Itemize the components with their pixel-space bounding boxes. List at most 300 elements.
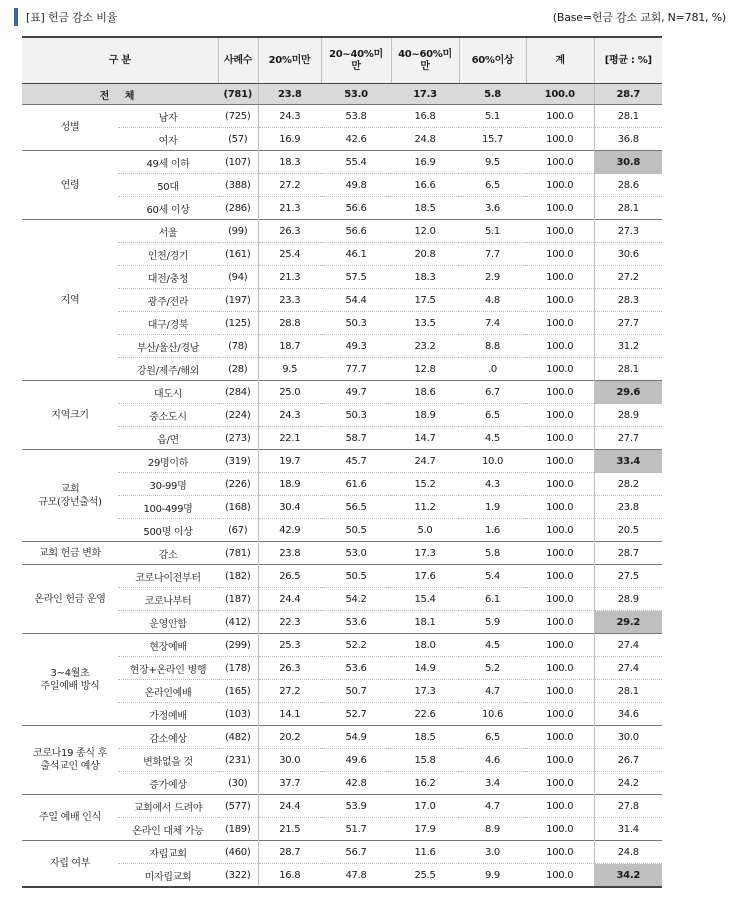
table-caption-bar	[14, 8, 726, 26]
20-40-cell: 42.8	[321, 772, 391, 795]
sample-size-cell: (231)	[218, 749, 258, 772]
60-plus-cell: 7.7	[459, 243, 526, 266]
20-40-cell: 53.6	[321, 657, 391, 680]
row-label: 코로나부터	[118, 588, 218, 611]
sum-cell: 100.0	[526, 197, 594, 220]
average-cell: 34.6	[594, 703, 662, 726]
table-row	[22, 542, 662, 565]
table-row	[22, 450, 662, 473]
20-40-cell: 50.7	[321, 680, 391, 703]
table-row	[22, 427, 662, 450]
20-40-cell: 50.3	[321, 404, 391, 427]
sample-size-cell: (482)	[225, 731, 251, 743]
40-60-cell: 5.0	[391, 519, 459, 542]
group-label-line: 규모(장년출석)	[38, 496, 102, 508]
row-label: 변화없을 것	[118, 749, 218, 772]
40-60-cell: 16.6	[391, 174, 459, 197]
sum-cell: 100.0	[526, 358, 594, 381]
sum-cell: 100.0	[546, 455, 574, 467]
60-plus-cell: 2.9	[459, 266, 526, 289]
row-group	[22, 726, 662, 795]
40-60-cell: 15.4	[391, 588, 459, 611]
group-label-line: 출석교인 예상	[40, 761, 100, 772]
average-cell: 30.6	[594, 243, 662, 266]
sample-size-cell: (322)	[218, 864, 258, 888]
under-20-cell: 22.1	[258, 427, 321, 450]
sum-cell: 100.0	[546, 156, 574, 168]
60-plus-cell: 9.9	[459, 864, 526, 888]
sample-size-cell: (67)	[218, 519, 258, 542]
sample-size-cell: (273)	[218, 427, 258, 450]
under-20-cell: 24.4	[258, 795, 321, 818]
sum-cell: 100.0	[526, 680, 594, 703]
60-plus-cell: 7.4	[459, 312, 526, 335]
under-20-cell: 14.1	[258, 703, 321, 726]
40-60-cell: 23.2	[391, 335, 459, 358]
average-cell: 29.2	[594, 611, 662, 634]
average-cell: 28.9	[594, 588, 662, 611]
caption-accent-mark	[14, 8, 18, 26]
row-label: 500명 이상	[118, 519, 218, 542]
20-40-cell: 49.6	[321, 749, 391, 772]
sample-size-cell: (107)	[225, 156, 251, 168]
row-label: 코로나이전부터	[135, 572, 201, 584]
40-60-cell: 24.8	[391, 128, 459, 151]
20-40-cell: 57.5	[321, 266, 391, 289]
sample-size-cell: (165)	[218, 680, 258, 703]
40-60-cell: 16.2	[391, 772, 459, 795]
40-60-cell: 18.3	[391, 266, 459, 289]
under-20-cell: 37.7	[258, 772, 321, 795]
group-label-line: 코로나19 종식 후	[32, 748, 108, 759]
header-row	[22, 37, 662, 84]
sum-cell: 100.0	[546, 800, 574, 812]
sum-cell: 100.0	[546, 386, 574, 398]
sum-cell: 100.0	[546, 639, 574, 651]
20-40-cell: 53.9	[345, 800, 367, 812]
row-label: 29명이하	[147, 457, 189, 469]
group-label: 자립 여부	[22, 841, 118, 888]
20-40-cell: 51.7	[321, 818, 391, 841]
table-row	[22, 358, 662, 381]
average-cell: 26.7	[594, 749, 662, 772]
60-plus-cell: 6.5	[459, 404, 526, 427]
sample-size-cell: (125)	[218, 312, 258, 335]
20-40-cell: 50.5	[345, 570, 367, 582]
group-label	[22, 726, 118, 795]
sample-size-cell: (103)	[218, 703, 258, 726]
row-group	[22, 381, 662, 450]
average-cell: 30.8	[594, 151, 662, 174]
60-plus-cell: 3.4	[459, 772, 526, 795]
under-20-cell: 18.7	[258, 335, 321, 358]
total-row	[22, 84, 662, 105]
col-header-40-60: 40~60%미만	[391, 37, 459, 84]
60-plus-cell: 10.0	[481, 455, 504, 467]
average-cell: 29.6	[594, 381, 662, 404]
average-cell: 27.3	[594, 220, 662, 243]
sum-cell: 100.0	[526, 243, 594, 266]
group-label	[22, 634, 118, 726]
60-plus-cell: 6.5	[484, 731, 500, 743]
sample-size-cell: (30)	[218, 772, 258, 795]
table-row	[22, 818, 662, 841]
sum-cell: 100.0	[526, 818, 594, 841]
table-row	[22, 841, 662, 864]
sum-cell: 100.0	[546, 570, 574, 582]
40-60-cell: 16.8	[414, 110, 436, 122]
40-60-cell: 13.5	[391, 312, 459, 335]
40-60-cell: 17.3	[414, 547, 436, 559]
row-group	[22, 795, 662, 841]
60-plus-cell: 6.5	[459, 174, 526, 197]
average-cell: 27.2	[594, 266, 662, 289]
row-label: 대도시	[153, 388, 183, 400]
20-40-cell: 53.0	[345, 547, 367, 559]
group-label-line: 주일예배 방식	[40, 680, 100, 692]
20-40-cell: 47.8	[321, 864, 391, 888]
under-20-cell: 24.3	[258, 404, 321, 427]
average-cell: 30.0	[594, 726, 662, 749]
total-average: 28.7	[594, 84, 662, 105]
total-sum: 100.0	[526, 84, 594, 105]
average-cell: 28.1	[594, 358, 662, 381]
total-label: 전 체	[22, 84, 218, 105]
row-label: 읍/면	[118, 427, 218, 450]
total-sample-size: (781)	[218, 84, 258, 105]
under-20-cell: 27.2	[258, 680, 321, 703]
average-cell: 36.8	[594, 128, 662, 151]
row-label: 부산/울산/경남	[118, 335, 218, 358]
row-label: 증가예상	[118, 772, 218, 795]
row-group	[22, 565, 662, 634]
under-20-cell: 20.2	[258, 726, 321, 749]
under-20-cell: 30.4	[258, 496, 321, 519]
sum-cell: 100.0	[526, 473, 594, 496]
row-group	[22, 151, 662, 220]
sample-size-cell: (197)	[218, 289, 258, 312]
under-20-cell: 19.7	[258, 450, 321, 473]
group-label: 지역크기	[22, 381, 118, 450]
row-group	[22, 634, 662, 726]
table-row	[22, 680, 662, 703]
40-60-cell: 17.0	[414, 800, 436, 812]
under-20-cell: 28.7	[258, 841, 321, 864]
sample-size-cell: (286)	[218, 197, 258, 220]
20-40-cell: 50.5	[321, 519, 391, 542]
group-label: 주일 예배 인식	[22, 795, 118, 841]
col-header-under-20: 20%미만	[258, 37, 321, 84]
table-row	[22, 611, 662, 634]
sample-size-cell: (28)	[218, 358, 258, 381]
under-20-cell: 27.2	[258, 174, 321, 197]
group-label-line: 교회	[60, 483, 80, 495]
under-20-cell: 30.0	[258, 749, 321, 772]
col-header-20-40: 20~40%미만	[321, 37, 391, 84]
average-cell: 27.5	[594, 565, 662, 588]
40-60-cell: 15.8	[391, 749, 459, 772]
group-label: 지역	[22, 220, 118, 381]
average-cell: 28.1	[594, 197, 662, 220]
sample-size-cell: (187)	[218, 588, 258, 611]
row-label: 감소예상	[149, 733, 187, 745]
total-40-60: 17.3	[391, 84, 459, 105]
40-60-cell: 18.1	[391, 611, 459, 634]
60-plus-cell: 6.7	[484, 386, 500, 398]
average-cell: 28.7	[594, 542, 662, 565]
20-40-cell: 53.8	[345, 110, 367, 122]
row-group	[22, 542, 662, 565]
sample-size-cell: (412)	[218, 611, 258, 634]
average-cell: 33.4	[594, 450, 662, 473]
20-40-cell: 58.7	[321, 427, 391, 450]
under-20-cell: 25.3	[258, 634, 321, 657]
60-plus-cell: 3.6	[459, 197, 526, 220]
table-row	[22, 289, 662, 312]
40-60-cell: 12.8	[391, 358, 459, 381]
60-plus-cell: 5.9	[459, 611, 526, 634]
average-cell: 28.1	[594, 105, 662, 128]
sample-size-cell: (168)	[218, 496, 258, 519]
table-row	[22, 312, 662, 335]
sum-cell: 100.0	[526, 772, 594, 795]
60-plus-cell: 15.7	[459, 128, 526, 151]
20-40-cell: 49.3	[321, 335, 391, 358]
sum-cell: 100.0	[526, 703, 594, 726]
under-20-cell: 24.4	[258, 588, 321, 611]
table-row	[22, 749, 662, 772]
under-20-cell: 26.5	[258, 565, 321, 588]
row-group	[22, 105, 662, 151]
20-40-cell: 46.1	[321, 243, 391, 266]
row-group	[22, 220, 662, 381]
average-cell: 28.1	[594, 680, 662, 703]
40-60-cell: 18.0	[414, 639, 436, 651]
table-row	[22, 588, 662, 611]
20-40-cell: 54.9	[345, 731, 367, 743]
sum-cell: 100.0	[546, 547, 574, 559]
60-plus-cell: 4.7	[459, 680, 526, 703]
row-label: 대전/충청	[118, 266, 218, 289]
under-20-cell: 23.3	[258, 289, 321, 312]
40-60-cell: 17.3	[391, 680, 459, 703]
row-label: 강원/제주/해외	[118, 358, 218, 381]
sum-cell: 100.0	[526, 427, 594, 450]
60-plus-cell: 10.6	[459, 703, 526, 726]
60-plus-cell: 8.8	[459, 335, 526, 358]
col-header-60-plus: 60%이상	[459, 37, 526, 84]
sample-size-cell: (284)	[225, 386, 251, 398]
under-20-cell: 26.3	[258, 657, 321, 680]
under-20-cell: 26.3	[258, 220, 321, 243]
sample-size-cell: (99)	[228, 225, 248, 237]
under-20-cell: 25.0	[258, 381, 321, 404]
sample-size-cell: (460)	[225, 846, 251, 858]
60-plus-cell: 5.1	[484, 225, 500, 237]
20-40-cell: 77.7	[321, 358, 391, 381]
sample-size-cell: (161)	[218, 243, 258, 266]
60-plus-cell: 8.9	[459, 818, 526, 841]
col-header-category: 구 분	[22, 37, 218, 84]
20-40-cell: 54.4	[321, 289, 391, 312]
average-cell: 27.7	[594, 312, 662, 335]
row-label: 여자	[118, 128, 218, 151]
table-row	[22, 703, 662, 726]
40-60-cell: 14.7	[391, 427, 459, 450]
sample-size-cell: (224)	[218, 404, 258, 427]
sum-cell: 100.0	[546, 846, 574, 858]
total-20-40: 53.0	[321, 84, 391, 105]
row-label: 온라인예배	[118, 680, 218, 703]
sample-size-cell: (388)	[218, 174, 258, 197]
60-plus-cell: 1.9	[459, 496, 526, 519]
row-label: 60세 이상	[118, 197, 218, 220]
40-60-cell: 18.6	[414, 386, 436, 398]
row-label: 중소도시	[118, 404, 218, 427]
row-label: 서울	[158, 227, 178, 239]
row-label: 감소	[158, 549, 178, 561]
40-60-cell: 17.9	[391, 818, 459, 841]
under-20-cell: 18.3	[258, 151, 321, 174]
average-cell: 28.2	[594, 473, 662, 496]
row-label: 30-99명	[118, 473, 218, 496]
table-row	[22, 266, 662, 289]
20-40-cell: 56.6	[345, 225, 367, 237]
table-row	[22, 404, 662, 427]
under-20-cell: 28.8	[258, 312, 321, 335]
under-20-cell: 21.5	[258, 818, 321, 841]
sum-cell: 100.0	[526, 174, 594, 197]
sum-cell: 100.0	[526, 588, 594, 611]
sum-cell: 100.0	[526, 128, 594, 151]
total-under-20: 23.8	[258, 84, 321, 105]
average-cell: 24.8	[594, 841, 662, 864]
20-40-cell: 54.2	[321, 588, 391, 611]
average-cell: 31.4	[594, 818, 662, 841]
col-header-average: [평균 : %]	[594, 37, 662, 84]
20-40-cell: 56.6	[321, 197, 391, 220]
under-20-cell: 21.3	[258, 197, 321, 220]
table-row	[22, 243, 662, 266]
20-40-cell: 55.4	[345, 156, 367, 168]
40-60-cell: 18.5	[414, 731, 436, 743]
40-60-cell: 18.5	[391, 197, 459, 220]
sample-size-cell: (299)	[225, 639, 251, 651]
sum-cell: 100.0	[546, 731, 574, 743]
average-cell: 28.6	[594, 174, 662, 197]
40-60-cell: 17.5	[391, 289, 459, 312]
row-label: 남자	[158, 112, 178, 124]
sum-cell: 100.0	[526, 749, 594, 772]
20-40-cell: 42.6	[321, 128, 391, 151]
sample-size-cell: (78)	[218, 335, 258, 358]
20-40-cell: 53.6	[321, 611, 391, 634]
average-cell: 27.8	[594, 795, 662, 818]
group-label	[22, 450, 118, 542]
sample-size-cell: (781)	[225, 547, 251, 559]
60-plus-cell: 4.3	[459, 473, 526, 496]
row-label: 50대	[118, 174, 218, 197]
sum-cell: 100.0	[546, 225, 574, 237]
60-plus-cell: 4.6	[459, 749, 526, 772]
sample-size-cell: (319)	[225, 455, 251, 467]
60-plus-cell: 5.4	[484, 570, 500, 582]
under-20-cell: 16.9	[258, 128, 321, 151]
average-cell: 27.4	[594, 634, 662, 657]
20-40-cell: 56.5	[321, 496, 391, 519]
sum-cell: 100.0	[526, 496, 594, 519]
60-plus-cell: 4.7	[484, 800, 500, 812]
table-row	[22, 657, 662, 680]
under-20-cell: 23.8	[258, 542, 321, 565]
20-40-cell: 49.7	[345, 386, 367, 398]
table-row	[22, 128, 662, 151]
table-row	[22, 220, 662, 243]
average-cell: 27.7	[594, 427, 662, 450]
table-row	[22, 772, 662, 795]
group-label: 연령	[22, 151, 118, 220]
sample-size-cell: (178)	[218, 657, 258, 680]
sample-size-cell: (182)	[225, 570, 251, 582]
row-label: 자립교회	[149, 848, 187, 860]
60-plus-cell: 4.5	[459, 427, 526, 450]
20-40-cell: 49.8	[321, 174, 391, 197]
40-60-cell: 11.2	[391, 496, 459, 519]
40-60-cell: 17.6	[414, 570, 436, 582]
60-plus-cell: 9.5	[484, 156, 500, 168]
60-plus-cell: 4.8	[459, 289, 526, 312]
sample-size-cell: (94)	[218, 266, 258, 289]
table-row	[22, 519, 662, 542]
20-40-cell: 45.7	[345, 455, 367, 467]
row-group	[22, 841, 662, 888]
under-20-cell: 9.5	[258, 358, 321, 381]
table-row	[22, 565, 662, 588]
table-row	[22, 795, 662, 818]
group-label-line: 3~4월초	[50, 667, 90, 679]
total-60-plus: 5.8	[459, 84, 526, 105]
col-header-sample-size: 사례수	[218, 37, 258, 84]
20-40-cell: 61.6	[321, 473, 391, 496]
row-label: 대구/경북	[118, 312, 218, 335]
table-row	[22, 496, 662, 519]
table-row	[22, 335, 662, 358]
20-40-cell: 52.2	[345, 639, 367, 651]
row-group	[22, 450, 662, 542]
table-row	[22, 151, 662, 174]
row-label: 100-499명	[118, 496, 218, 519]
row-label: 온라인 대체 가능	[118, 818, 218, 841]
under-20-cell: 22.3	[258, 611, 321, 634]
60-plus-cell: 4.5	[484, 639, 500, 651]
table-title: [표] 헌금 감소 비율	[26, 11, 118, 24]
group-label: 교회 헌금 변화	[22, 542, 118, 565]
sample-size-cell: (725)	[225, 110, 251, 122]
40-60-cell: 20.8	[391, 243, 459, 266]
20-40-cell: 52.7	[321, 703, 391, 726]
under-20-cell: 24.3	[258, 105, 321, 128]
average-cell: 28.3	[594, 289, 662, 312]
60-plus-cell: 5.8	[484, 547, 500, 559]
40-60-cell: 16.9	[414, 156, 436, 168]
sum-cell: 100.0	[526, 335, 594, 358]
base-note: (Base=헌금 감소 교회, N=781, %)	[552, 11, 726, 24]
20-40-cell: 56.7	[345, 846, 367, 858]
sum-cell: 100.0	[526, 519, 594, 542]
sum-cell: 100.0	[526, 657, 594, 680]
sum-cell: 100.0	[526, 312, 594, 335]
table-row	[22, 105, 662, 128]
